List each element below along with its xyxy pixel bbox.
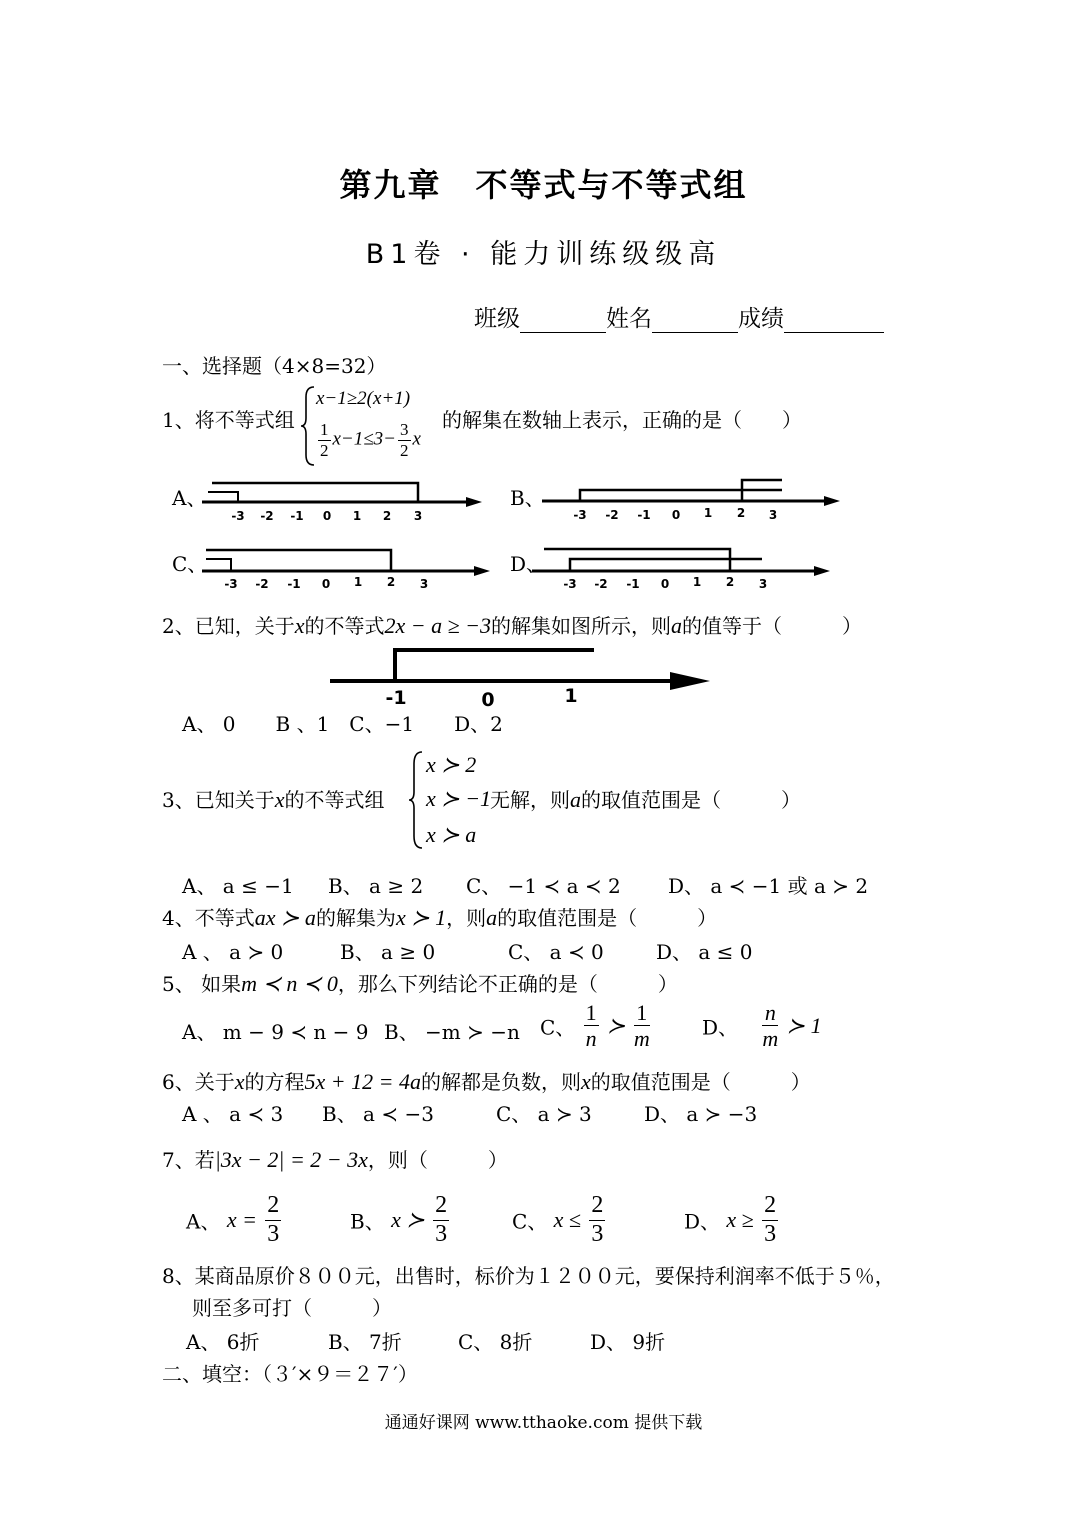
q1-line2-mid: x−1≤3−	[332, 428, 397, 450]
q1a-tick-m3: -3	[231, 509, 245, 523]
q1d-tick-3: 3	[758, 577, 768, 591]
q3-suffix-a: 无解，则	[490, 788, 570, 812]
q7a-num: 2	[265, 1192, 281, 1221]
q4-option-b[interactable]: B、 a ≥ 0	[340, 940, 436, 964]
q5-option-d[interactable]	[702, 1000, 822, 1052]
q3-suffix-b: 的取值范围是（ ）	[581, 788, 801, 812]
q7-option-d[interactable]	[684, 1192, 780, 1248]
q7b-num: 2	[433, 1192, 449, 1221]
q5-option-c[interactable]	[540, 1000, 652, 1052]
q6-equation: 5x + 12 = 4a	[304, 1069, 421, 1094]
q4-prefix: 4、不等式	[162, 906, 255, 930]
q7c-den: 3	[591, 1220, 604, 1247]
q7a-den: 3	[267, 1220, 280, 1247]
q7c-num: 2	[589, 1192, 605, 1221]
q4-var-a: a	[486, 905, 498, 930]
q2-mid2: 的解集如图所示，则	[491, 614, 672, 638]
q8-line1: 8、某商品原价８００元，出售时，标价为１２００元，要保持利润率不低于５％，	[162, 1264, 895, 1288]
q3-option-a[interactable]: A、 a ≤ −1	[182, 874, 294, 898]
q1b-tick-2: 2	[736, 506, 746, 520]
q2-options[interactable]: A、 0 B 、1 C、−1 D、2	[182, 712, 503, 736]
q1b-tick-m1: -1	[637, 508, 651, 522]
q1-frac1-num: 1	[320, 420, 329, 439]
q1d-tick-m3: -3	[563, 577, 577, 591]
score-label: 成绩	[738, 306, 784, 332]
class-label: 班级	[474, 306, 520, 332]
q5c-num1: 1	[585, 1000, 597, 1025]
q3-var-a: a	[570, 787, 581, 812]
q6-option-a[interactable]: A 、 a ≺ 3	[182, 1102, 284, 1126]
q1a-tick-2: 2	[382, 509, 392, 523]
q6-prefix: 6、关于	[162, 1070, 235, 1094]
q5c-num2: 1	[634, 1000, 650, 1026]
q1-numberline-b	[542, 480, 840, 522]
q2-prefix: 2、已知，关于	[162, 614, 295, 638]
q1-option-a-label[interactable]: A、	[172, 486, 207, 510]
q1a-tick-m1: -1	[290, 509, 304, 523]
q7d-den: 3	[764, 1220, 777, 1247]
q4-line	[162, 902, 717, 931]
q1-system-line2	[316, 420, 421, 460]
q1-suffix: 的解集在数轴上表示，正确的是（ ）	[442, 408, 802, 432]
q1c-tick-3: 3	[419, 577, 429, 591]
q5-prefix: 5、 如果	[162, 972, 242, 996]
q7-prefix: 7、若	[162, 1148, 215, 1172]
q7-option-c-label: C、	[512, 1209, 548, 1234]
q5d-num: n	[762, 1000, 778, 1026]
q6-option-b[interactable]: B、 a ≺ −3	[322, 1102, 434, 1126]
class-blank[interactable]	[520, 308, 606, 333]
q3-mid: 的不等式组	[284, 788, 385, 812]
q2-number-line	[320, 640, 720, 712]
q3-suffix-line	[490, 784, 801, 813]
q1b-tick-0: 0	[671, 508, 681, 522]
q7-line	[162, 1144, 508, 1173]
q1-option-d-label[interactable]: D、	[510, 552, 547, 576]
q5c-den1: n	[585, 1026, 597, 1052]
q1d-tick-m2: -2	[594, 577, 608, 591]
q7-option-a-rel: x =	[226, 1207, 257, 1233]
q5d-den: m	[762, 1026, 779, 1052]
q1b-tick-m2: -2	[605, 508, 619, 522]
q6-option-c[interactable]: C、 a ≻ 3	[496, 1102, 592, 1126]
q7-option-a[interactable]	[186, 1192, 283, 1248]
section-2-heading: 二、填空：（３′×９＝２７′）	[162, 1362, 418, 1386]
q7-option-b[interactable]	[350, 1192, 451, 1248]
q7-option-d-rel: x ≥	[726, 1207, 754, 1233]
q6-line	[162, 1066, 811, 1095]
q5-option-c-label: C、	[540, 1015, 576, 1040]
q2-suffix: 的值等于（ ）	[682, 614, 863, 638]
q1b-tick-3: 3	[768, 508, 778, 522]
q1d-tick-2: 2	[725, 575, 735, 589]
q2-mid: 的不等式	[304, 614, 385, 638]
q8-option-c[interactable]: C、 8折	[458, 1330, 533, 1354]
q6-mid2: 的解都是负数，则	[420, 1070, 581, 1094]
page-title: 第九章 不等式与不等式组	[339, 166, 748, 204]
q3-prefix: 3、已知关于	[162, 788, 275, 812]
q1d-tick-1: 1	[692, 575, 702, 589]
q3-option-b[interactable]: B、 a ≥ 2	[328, 874, 424, 898]
q1a-tick-1: 1	[352, 509, 362, 523]
q1-numberline-a	[202, 483, 482, 523]
name-blank[interactable]	[652, 308, 738, 333]
name-label: 姓名	[606, 306, 652, 332]
q1-line2-x: x	[412, 428, 421, 450]
q8-line2: 则至多可打（ ）	[192, 1296, 392, 1320]
student-info-fields	[474, 300, 884, 333]
q1c-tick-0: 0	[321, 577, 331, 591]
q7-option-b-label: B、	[350, 1209, 385, 1234]
q1-option-b-label[interactable]: B、	[510, 486, 545, 510]
q4-suffix: 的取值范围是（ ）	[497, 906, 718, 930]
q3-prefix-line	[162, 784, 385, 813]
q3-system-line3: x ≻ a	[426, 822, 477, 847]
q7d-num: 2	[762, 1192, 778, 1221]
q6-option-d[interactable]: D、 a ≻ −3	[644, 1102, 758, 1126]
q1c-tick-2: 2	[386, 575, 396, 589]
q2-line	[162, 610, 862, 639]
q6-mid: 的方程	[244, 1070, 305, 1094]
q7-equation: |3x − 2| = 2 − 3x	[214, 1147, 368, 1172]
q5d-gt1: ≻ 1	[786, 1012, 822, 1038]
q5c-gt: ≻	[607, 1012, 626, 1038]
q5-line	[162, 968, 678, 997]
q4-inequality: ax ≻ a	[254, 905, 316, 930]
q7-option-b-rel: x ≻	[391, 1207, 425, 1233]
q2-inequality: 2x − a ≥ −3	[384, 613, 492, 638]
q1-option-c-label[interactable]: C、	[172, 552, 208, 576]
q1-brace-icon	[300, 385, 316, 467]
q1-numberline-d	[532, 549, 830, 591]
q1d-tick-m1: -1	[626, 577, 640, 591]
q5-option-b[interactable]: B、 −m ≻ −n	[384, 1020, 520, 1044]
q3-option-c[interactable]: C、 −1 ≺ a ≺ 2	[466, 874, 621, 898]
q8-option-a[interactable]: A、 6折	[186, 1330, 260, 1354]
q4-mid: 的解集为	[315, 906, 396, 930]
q1c-tick-m1: -1	[287, 577, 301, 591]
q3-var-x: x	[274, 787, 285, 812]
q2-tick-0: 0	[481, 689, 495, 711]
q1c-tick-1: 1	[353, 575, 363, 589]
q1b-tick-1: 1	[703, 506, 713, 520]
q2-var-a: a	[671, 613, 683, 638]
q1-frac2-num: 3	[400, 420, 409, 439]
q1-number-lines	[160, 470, 860, 600]
q8-option-d[interactable]: D、 9折	[590, 1330, 666, 1354]
q1-numberline-c	[202, 550, 490, 591]
q2-tick-1: 1	[564, 685, 578, 707]
q3-brace-icon	[408, 750, 424, 850]
q2-var-x: x	[294, 613, 305, 638]
q1a-tick-0: 0	[322, 509, 332, 523]
q1-frac1-den: 2	[320, 440, 329, 460]
q5-option-d-label: D、	[702, 1015, 739, 1040]
q5-option-a[interactable]: A、 m − 9 ≺ n − 9	[182, 1020, 369, 1044]
q1-system-line1: x−1≥2(x+1)	[316, 388, 411, 409]
q7-option-a-label: A、	[186, 1209, 221, 1234]
q2-tick-m1: -1	[385, 687, 407, 709]
q4-mid2: ，则	[446, 906, 487, 930]
q1-frac2-den: 2	[400, 440, 409, 460]
q6-var-x: x	[234, 1069, 245, 1094]
q4-option-c[interactable]: C、 a ≺ 0	[508, 940, 604, 964]
q8-option-b[interactable]: B、 7折	[328, 1330, 402, 1354]
q1c-tick-m2: -2	[255, 577, 269, 591]
q1b-tick-m3: -3	[573, 508, 587, 522]
q5-condition: m ≺ n ≺ 0	[241, 971, 338, 996]
q3-system-line2: x ≻ −1	[426, 786, 492, 811]
q7b-den: 3	[435, 1220, 448, 1247]
section-1-heading: 一、选择题（4×8=32）	[162, 354, 387, 378]
q5c-den2: m	[633, 1026, 650, 1052]
q3-option-d[interactable]: D、 a ≺ −1 或 a ≻ 2	[668, 874, 869, 898]
page-subtitle: B1卷 · 能力训练级级高	[365, 239, 722, 270]
q3-system-line1: x ≻ 2	[426, 752, 477, 777]
score-blank[interactable]	[784, 308, 884, 333]
q4-option-d[interactable]: D、 a ≤ 0	[656, 940, 753, 964]
q7-option-c-rel: x ≤	[553, 1207, 582, 1233]
footer-source: 通通好课网 www.tthaoke.com 提供下载	[384, 1413, 703, 1433]
q6-var-x2: x	[580, 1069, 591, 1094]
q4-option-a[interactable]: A 、 a ≻ 0	[182, 940, 284, 964]
q7-suffix: ，则（ ）	[367, 1148, 508, 1172]
q1d-tick-0: 0	[660, 577, 670, 591]
q1a-tick-3: 3	[413, 509, 423, 523]
q1c-tick-m3: -3	[224, 577, 238, 591]
q7-option-c[interactable]	[512, 1192, 607, 1248]
q4-solution: x ≻ 1	[395, 905, 447, 930]
q5-suffix: ，那么下列结论不正确的是（ ）	[337, 972, 678, 996]
q1-prefix: 1、将不等式组	[162, 408, 295, 432]
q7-option-d-label: D、	[684, 1209, 721, 1234]
q6-suffix: 的取值范围是（ ）	[590, 1070, 811, 1094]
q1a-tick-m2: -2	[260, 509, 274, 523]
